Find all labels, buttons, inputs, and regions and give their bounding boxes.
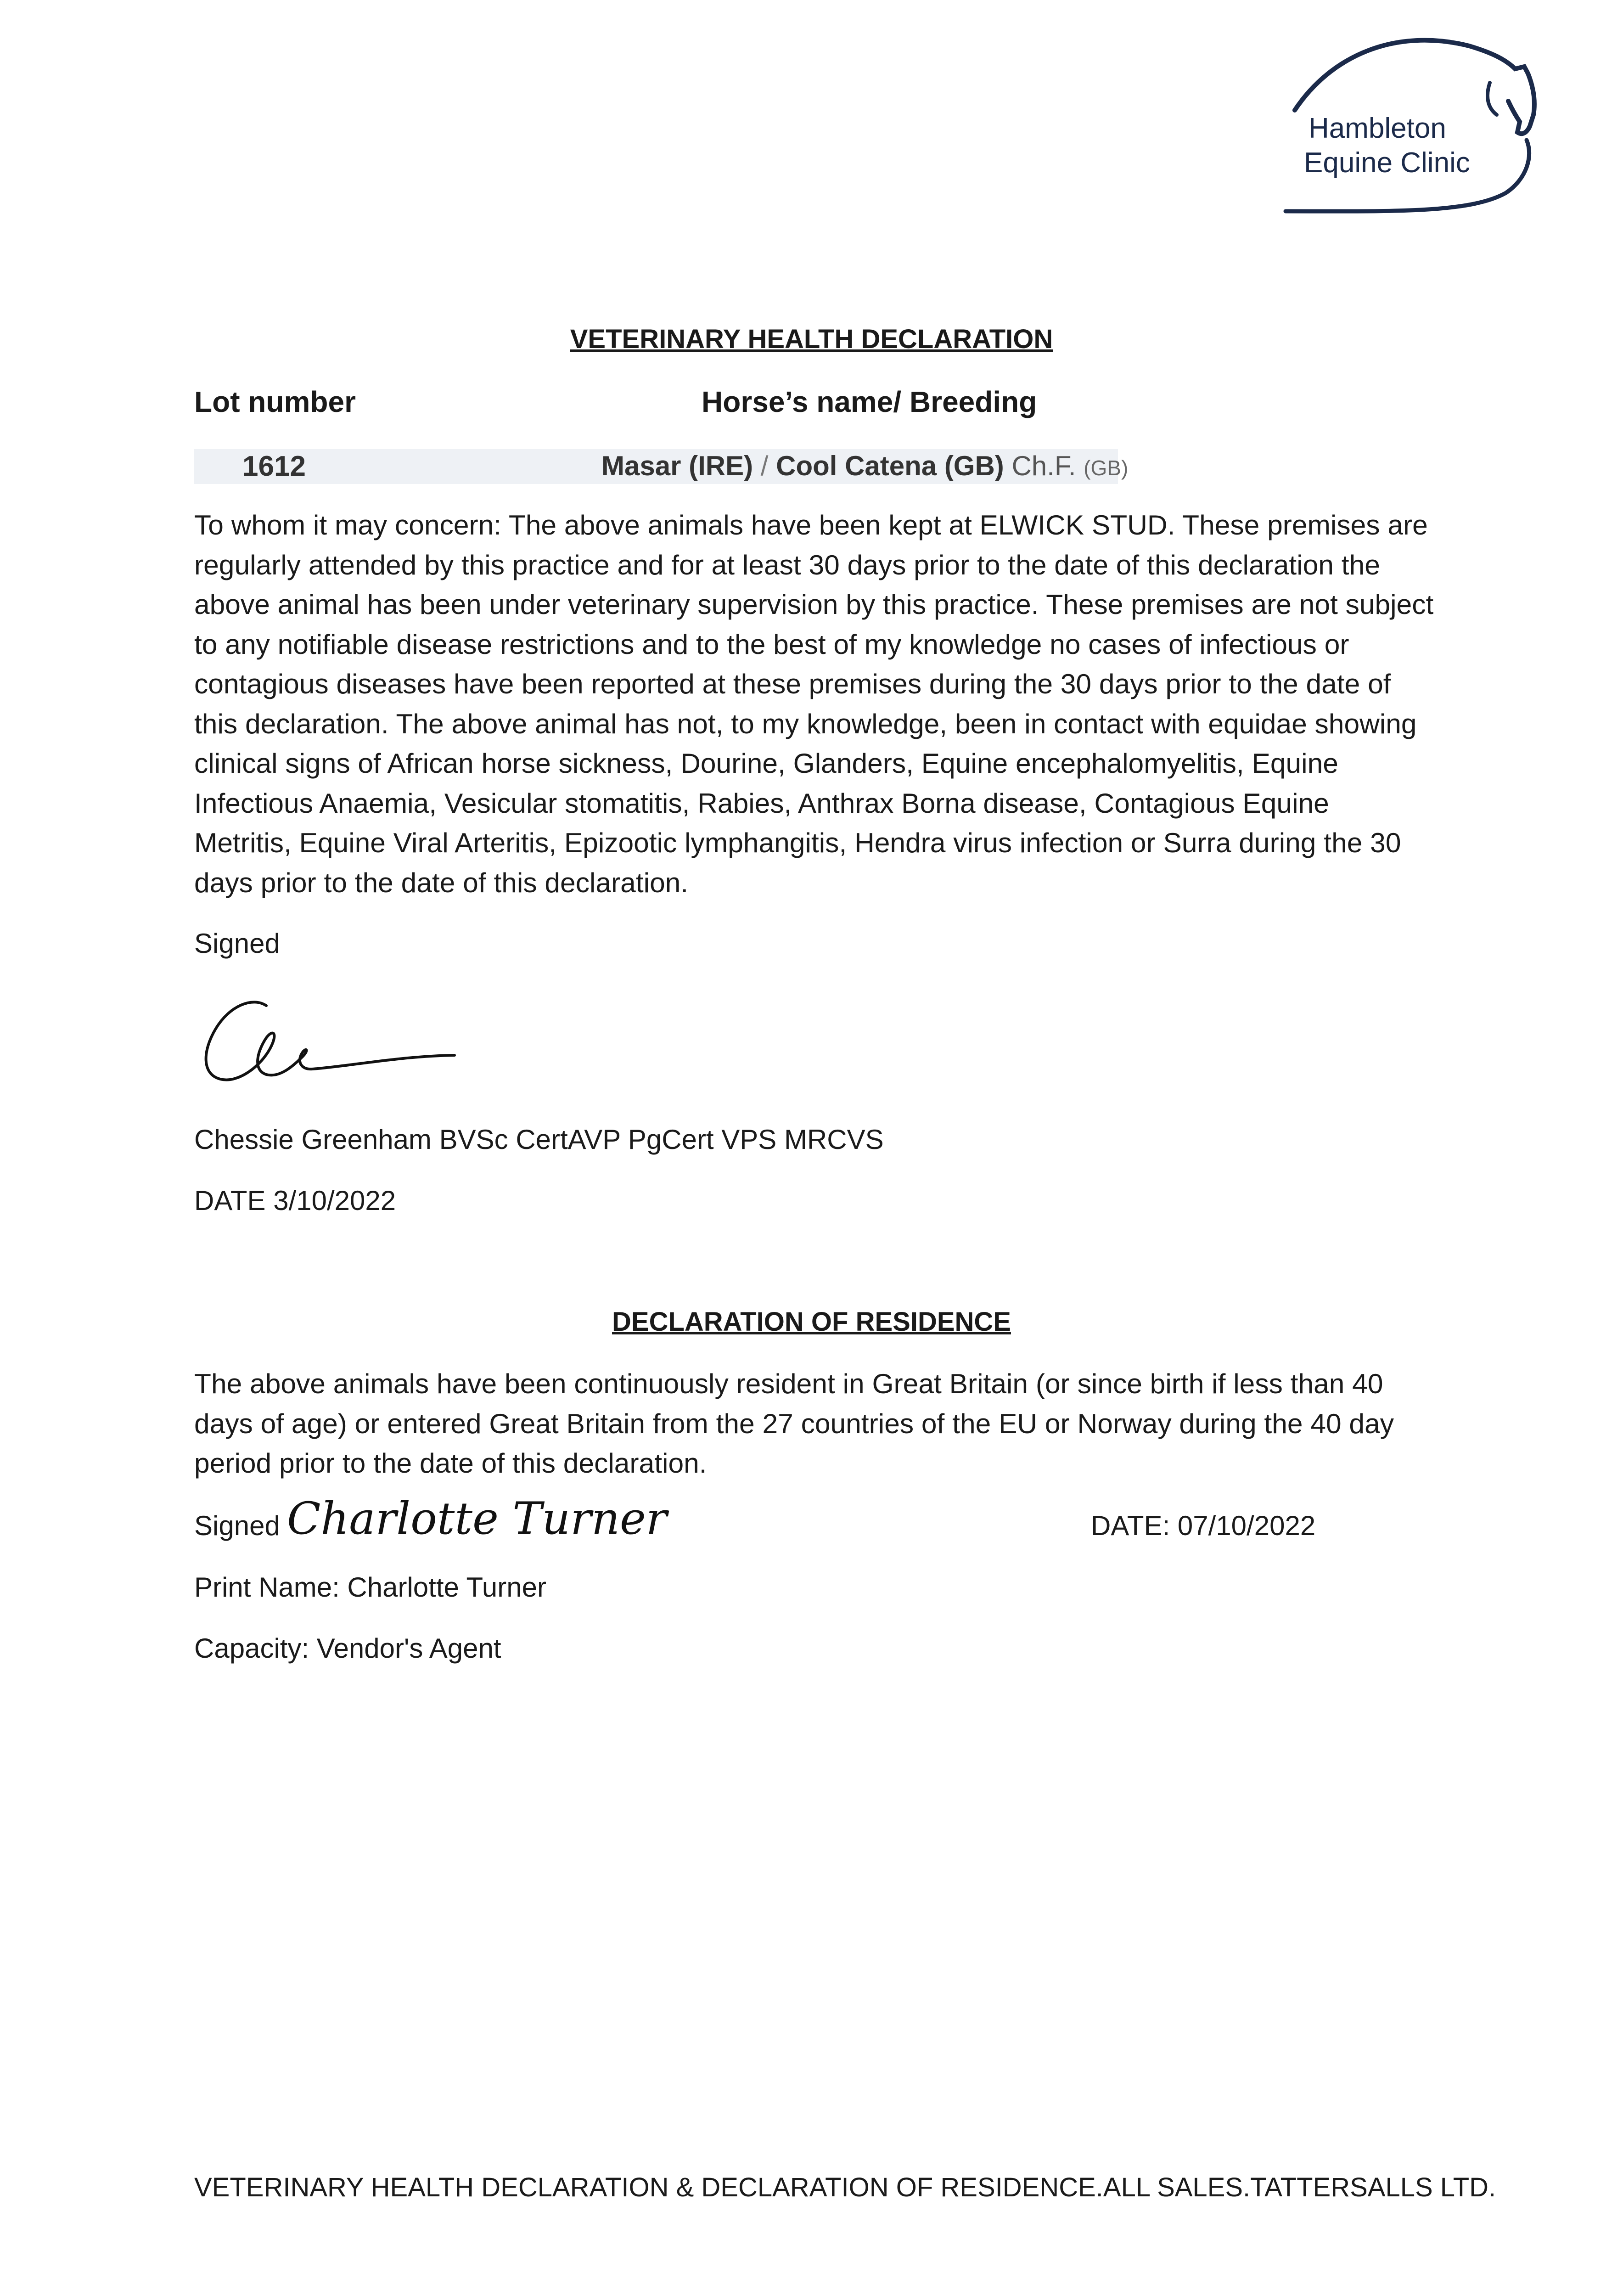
horse-breeding	[601, 450, 1128, 482]
sire-name: Masar (IRE)	[601, 450, 753, 481]
horse-origin: (GB)	[1084, 456, 1129, 480]
agent-signature	[287, 1488, 667, 1552]
page-footer: VETERINARY HEALTH DECLARATION & DECLARATION OF RESIDENCE.ALL SALES.TATTERSALLS LTD.	[194, 2172, 1496, 2202]
residence-date: DATE: 07/10/2022	[1091, 1510, 1316, 1541]
residence-declaration-title: DECLARATION OF RESIDENCE	[612, 1307, 1011, 1337]
lot-number-value: 1612	[242, 450, 306, 482]
breeding-separator: /	[760, 450, 769, 481]
vet-signed-label: Signed	[194, 928, 280, 959]
horse-head-logo-icon	[1276, 28, 1561, 220]
logo-line1: Hambleton	[1309, 113, 1446, 144]
health-declaration-title: VETERINARY HEALTH DECLARATION	[570, 324, 1053, 354]
vet-name: Chessie Greenham BVSc CertAVP PgCert VPS MRCVS	[194, 1124, 884, 1155]
health-declaration-body: To whom it may concern: The above animals have been kept at ELWICK STUD. These premises are regularly attended by this practice and for at least 30 days prior to the date of this declaration the above animal has been under veterinary supervision by this practice. These premises are not subject to any notifiable disease restrictions and to the best of my knowledge no cases of infectious or contagious diseases have been reported at these premises during the 30 days prior to the date of this declaration. The above animal has not, to my knowledge, been in contact with equidae showing clinical signs of African horse sickness, Dourine, Glanders, Equine encephalomyelitis, Equine Infectious Anaemia, Vesicular stomatitis, Rabies, Anthrax Borna disease, Contagious Equine Metritis, Equine Viral Arteritis, Epizootic lymphangitis, Hendra virus infection or Surra during the 30 days prior to the date of this declaration.	[194, 509, 1434, 898]
horse-name-label: Horse’s name/ Breeding	[702, 385, 1037, 418]
logo-line2: Equine Clinic	[1304, 147, 1470, 179]
residence-declaration-body: The above animals have been continuously resident in Great Britain (or since birth if less than 40 days of age) or entered Great Britain from the 27 countries of the EU or Norway during the 40 day period prior to the date of this declaration.	[194, 1368, 1394, 1479]
agent-signature-text: Charlotte Turner	[287, 1493, 667, 1544]
vet-signature	[197, 987, 464, 1088]
lot-number-label: Lot number	[194, 385, 356, 418]
clinic-logo	[1276, 28, 1561, 220]
capacity: Capacity: Vendor's Agent	[194, 1633, 501, 1664]
print-name: Print Name: Charlotte Turner	[194, 1572, 546, 1603]
horse-sex: Ch.F.	[1011, 450, 1076, 481]
residence-signed-label: Signed	[194, 1510, 280, 1541]
dam-name: Cool Catena (GB)	[776, 450, 1004, 481]
vet-declaration-date: DATE 3/10/2022	[194, 1185, 396, 1216]
